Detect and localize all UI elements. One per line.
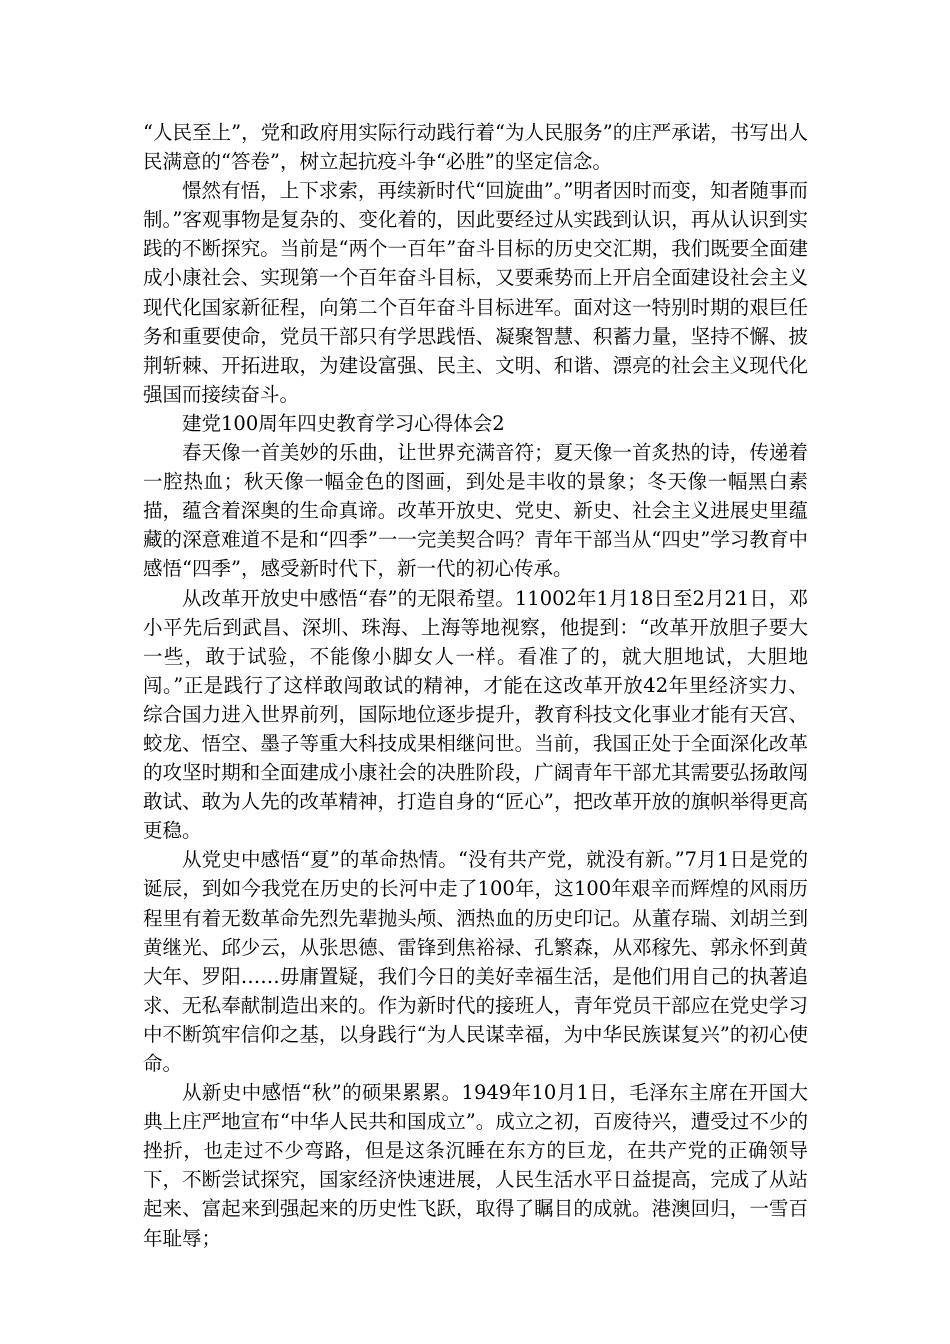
paragraph-reflection: 憬然有悟，上下求索，再续新时代“回旋曲”。”明者因时而变，知者随事而制。”客观事物是复杂的、变化着的，因此要经过从实践到认识，再从认识到实践的不断探究。当前是“两个一百年”奋斗目标的历史交汇期，我们既要全面建成小康社会、实现第一个百年奋斗目标，又要乘势而上开启全面建设社会主义现代化国家新征程，向第二个百年奋斗目标进军。面对这一特别时期的艰巨任务和重要使命，党员干部只有学思践悟、凝聚智慧、积蓄力量，坚持不懈、披荆斩棘、开拓进取，为建设富强、民主、文明、和谐、漂亮的社会主义现代化强国而接续奋斗。 xyxy=(143,179,808,406)
paragraph-autumn: 从新史中感悟“秋”的硕果累累。1949年10月1日，毛泽东主席在开国大典上庄严地宣布“中华人民共和国成立”。成立之初，百废待兴，遭受过不少的挫折，也走过不少弯路，但是这条沉睡在东方的巨龙，在共产党的正确领导下，不断尝试探究，国家经济快速进展，人民生活水平日益提高，完成了从站起来、富起来到强起来的历史性飞跃，取得了瞩目的成就。港澳回归，一雪百年耻辱； xyxy=(143,1081,808,1250)
section-heading: 建党100周年四史教育学习心得体会2 xyxy=(182,411,505,435)
paragraph-four-seasons: 春天像一首美妙的乐曲，让世界充满音符；夏天像一首炙热的诗，传递着一腔热血；秋天像一幅金色的图画，到处是丰收的景象；冬天像一幅黑白素描，蕴含着深奥的生命真谛。改革开放史、党史、新史、社会主义进展史里蕴藏的深意难道不是和“四季”一一完美契合吗？青年干部当从“四史”学习教育中感悟“四季”，感受新时代下，新一代的初心传承。 xyxy=(143,441,808,581)
document-body xyxy=(143,118,808,1253)
paragraph-spring: 从改革开放史中感悟“春”的无限希望。11002年1月18日至2月21日，邓小平先后到武昌、深圳、珠海、上海等地视察，他提到：“改革开放胆子要大一些，敢于试验，不能像小脚女人一样。看准了的，就大胆地试，大胆地闯。”正是践行了这样敢闯敢试的精神，才能在这改革开放42年里经济实力、综合国力进入世界前列，国际地位逐步提升，教育科技文化事业才能有天宫、蛟龙、悟空、墨子等重大科技成果相继问世。当前，我国正处于全面深化改革的攻坚时期和全面建成小康社会的决胜阶段，广阔青年干部尤其需要弘扬敢闯敢试、敢为人先的改革精神，打造自身的“匠心”，把改革开放的旗帜举得更高更稳。 xyxy=(143,586,808,843)
paragraph-continuation: “人民至上”，党和政府用实际行动践行着“为人民服务”的庄严承诺，书写出人民满意的“答卷”，树立起抗疫斗争“必胜”的坚定信念。 xyxy=(143,121,808,174)
paragraph-summer: 从党史中感悟“夏”的革命热情。“没有共产党，就没有新。”7月1日是党的诞辰，到如今我党在历史的长河中走了100年，这100年艰辛而辉煌的风雨历程里有着无数革命先烈先辈抛头颅、洒热血的历史印记。从董存瑞、刘胡兰到黄继光、邱少云，从张思德、雷锋到焦裕禄、孔繁森，从邓稼先、郭永怀到黄大年、罗阳……毋庸置疑，我们今日的美好幸福生活，是他们用自己的执著追求、无私奉献制造出来的。作为新时代的接班人，青年党员干部应在党史学习中不断筑牢信仰之基，以身践行“为人民谋幸福，为中华民族谋复兴”的初心使命。 xyxy=(143,848,808,1075)
